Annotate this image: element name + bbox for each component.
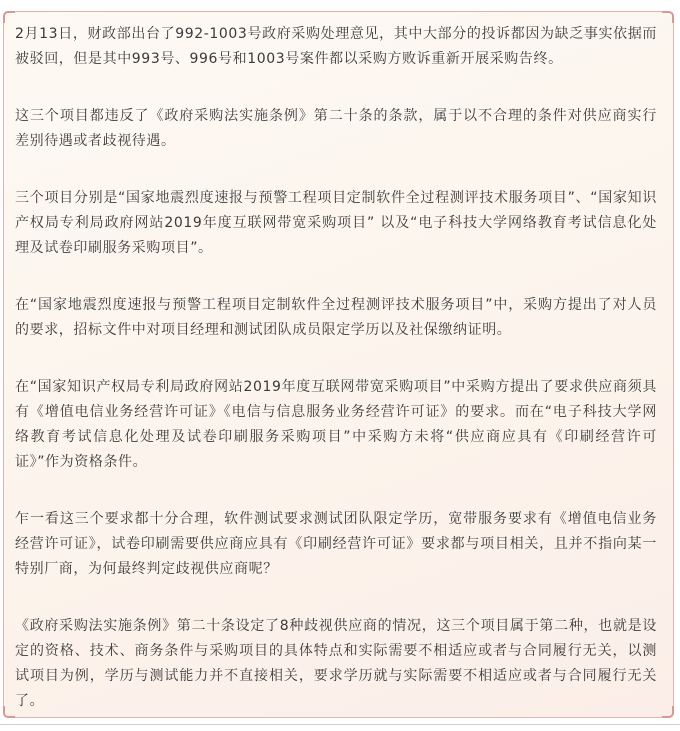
paragraph-3: 三个项目分别是“国家地震烈度速报与预警工程项目定制软件全过程测评技术服务项目”、“国家知识产权局专利局政府网站2019年度互联网带宽采购项目” 以及“电子科技大学网络教育考试信息化处理及试卷印刷服务采购项目”。 (15, 190, 657, 256)
paragraph-6: 乍一看这三个要求都十分合理，软件测试要求测试团队限定学历，宽带服务要求有《增值电信业务经营许可证》，试卷印刷需要供应商应具有《印刷经营许可证》要求都与项目相关，且并不指向某一特别厂商，为何最终判定歧视供应商呢？ (15, 511, 657, 577)
paragraph-2: 这三个项目都违反了《政府采购法实施条例》第二十条的条款，属于以不合理的条件对供应商实行差别待遇或者歧视待遇。 (15, 108, 657, 149)
frame-corner-ornament (662, 706, 674, 718)
paragraph-7: 《政府采购法实施条例》第二十条设定了8种歧视供应商的情况，这三个项目属于第二种，也就是设定的资格、技术、商务条件与采购项目的具体特点和实际需要不相适应或者与合同履行无关，以测试项目为例，学历与测试能力并不直接相关，要求学历就与实际需要不相适应或者与合同履行无关了。 (15, 618, 657, 709)
frame-corner-ornament (662, 11, 674, 23)
frame-corner-ornament (3, 11, 15, 23)
article-body (15, 22, 657, 714)
paragraph-5: 在“国家知识产权局专利局政府网站2019年度互联网带宽采购项目”中采购方提出了要求供应商须具有《增值电信业务经营许可证》《电信与信息服务业务经营许可证》的要求。而在“电子科技大学网络教育考试信息化处理及试卷印刷服务采购项目”中采购方未将“供应商应具有《印刷经营许可证》”作为资格条件。 (15, 379, 657, 470)
paragraph-4: 在“国家地震烈度速报与预警工程项目定制软件全过程测评技术服务项目”中，采购方提出了对人员的要求，招标文件中对项目经理和测试团队成员限定学历以及社保缴纳证明。 (15, 297, 657, 338)
paragraph-1: 2月13日，财政部出台了992-1003号政府采购处理意见，其中大部分的投诉都因为缺乏事实依据而被驳回，但是其中993号、996号和1003号案件都以采购方败诉重新开展采购告终。 (15, 26, 657, 67)
frame-corner-ornament (3, 706, 15, 718)
bottom-divider (0, 724, 680, 725)
